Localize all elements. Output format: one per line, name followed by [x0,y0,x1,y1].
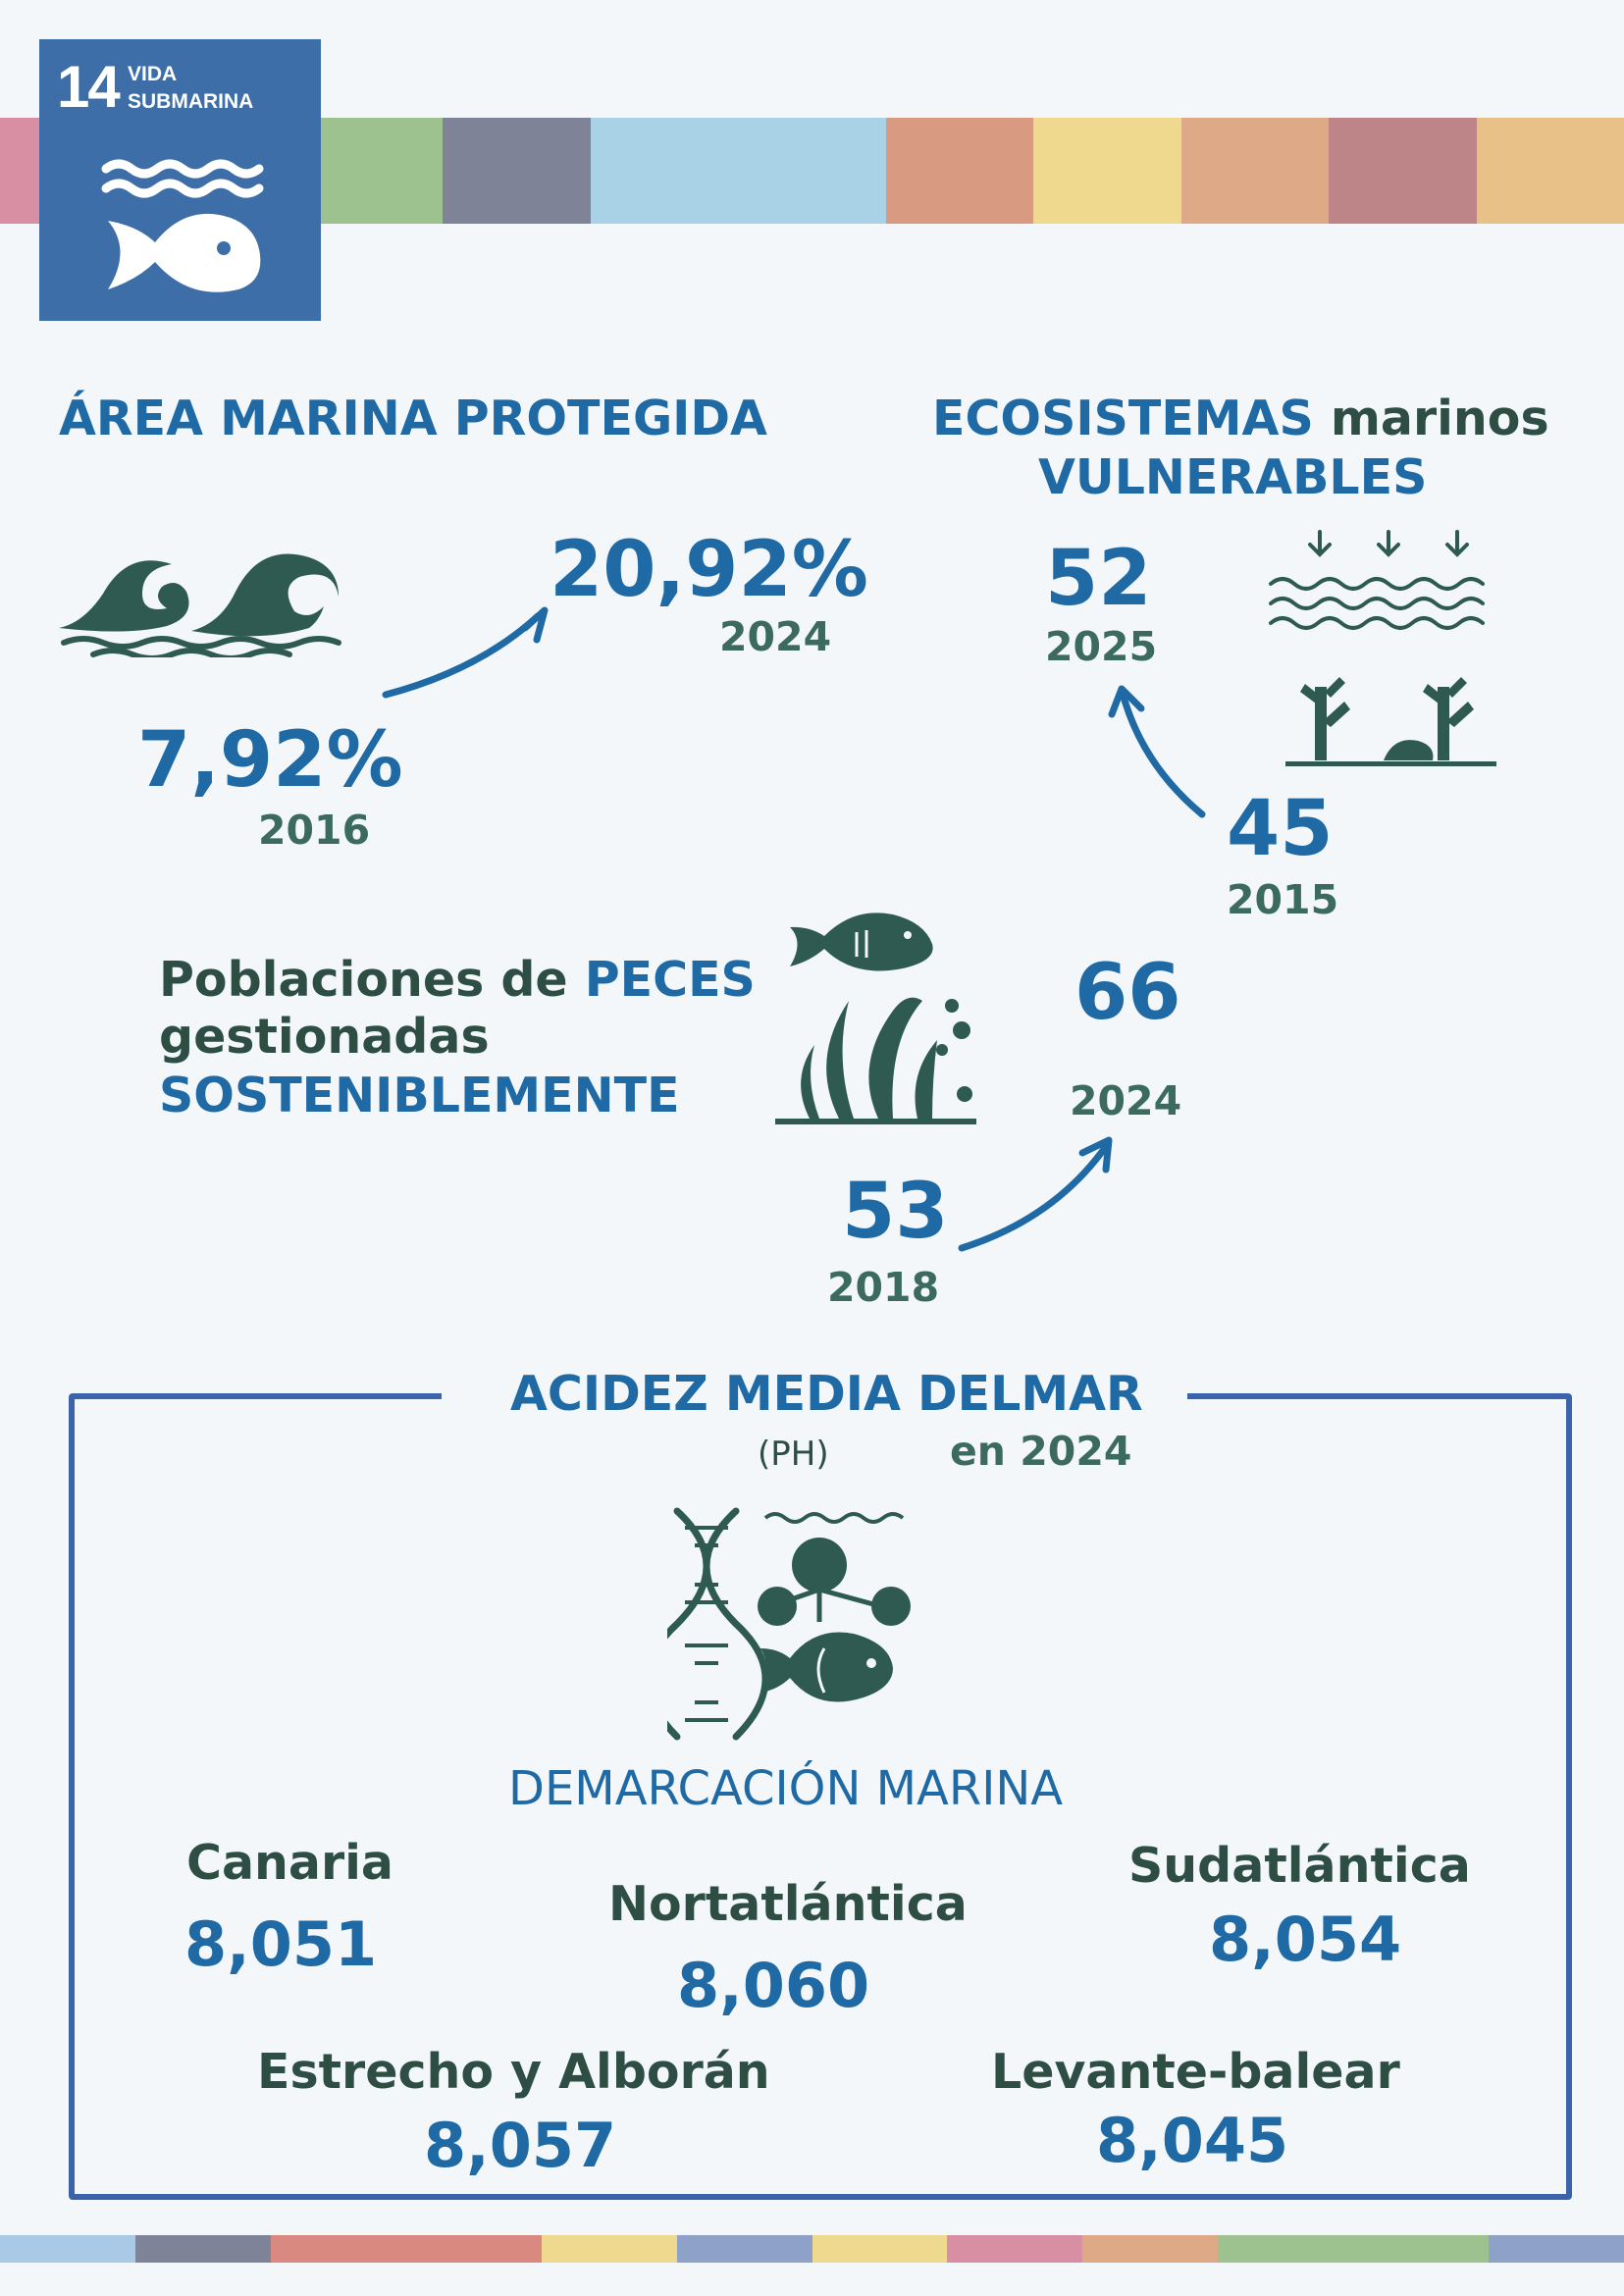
area-start-value: 7,92% [137,716,403,805]
stripe-segment [812,2235,948,2263]
ecosistemas-title-line1 [932,391,1549,446]
ecosistemas-title-line2: VULNERABLES [1038,449,1428,505]
stripe-segment [677,2235,812,2263]
stripe-segment [886,118,1033,224]
stripe-segment [271,2235,406,2263]
peces-start-value: 53 [842,1168,949,1256]
sdg-number: 14 [57,54,119,120]
stripe-segment [406,2235,542,2263]
stripe-segment [947,2235,1082,2263]
increase-arrow-icon [957,1128,1128,1256]
stripe-segment [1477,118,1624,224]
sdg-label [128,61,253,116]
acidez-unit: (PH) [758,1435,829,1474]
stripe-segment [1181,118,1329,224]
stripe-segment [1218,2235,1353,2263]
area-start-year: 2016 [258,807,371,854]
ocean-waves-icon [54,535,368,657]
region-name: Estrecho y Alborán [257,2044,770,2100]
ecosistemas-title-highlight: ECOSISTEMAS [932,391,1314,446]
peces-end-year: 2024 [1070,1077,1182,1124]
sdg-badge [39,39,321,321]
peces-title-line2: gestionadas [159,1009,490,1065]
peces-title-line3: SOSTENIBLEMENTE [159,1068,680,1123]
region-value: 8,054 [1209,1904,1402,1975]
sdg-label-line1: VIDA [128,63,178,85]
peces-title-prefix: Poblaciones de [159,952,568,1008]
ecosistemas-end-value: 52 [1045,535,1152,623]
region-value: 8,060 [677,1950,870,2021]
stripe-segment [1033,118,1180,224]
ecosistemas-title-rest: marinos [1330,391,1549,446]
stripe-segment [738,118,885,224]
stripe-segment [1329,118,1476,224]
area-end-year: 2024 [719,613,832,660]
stripe-segment [542,2235,677,2263]
fish-seaweed-icon [770,898,986,1133]
dna-molecule-fish-icon [667,1506,922,1747]
region-name: Levante-balear [991,2044,1400,2100]
area-marina-title: ÁREA MARINA PROTEGIDA [59,391,767,446]
stripe-segment [443,118,590,224]
stripe-segment [1353,2235,1489,2263]
region-value: 8,045 [1096,2105,1289,2176]
peces-title-line1 [159,952,756,1008]
peces-end-value: 66 [1074,949,1181,1037]
area-end-value: 20,92% [550,526,868,614]
region-value: 8,057 [424,2110,617,2181]
region-name: Nortatlántica [608,1876,968,1932]
peces-start-year: 2018 [827,1264,940,1311]
stripe-segment [1489,2235,1624,2263]
peces-title-highlight: PECES [584,952,756,1008]
increase-arrow-icon [1104,677,1222,824]
increase-arrow-icon [378,589,559,706]
region-name: Canaria [186,1835,394,1891]
coral-reef-icon [1266,530,1511,775]
stripe-segment [591,118,738,224]
stripe-segment [1082,2235,1218,2263]
sdg-label-line2: SUBMARINA [128,90,254,113]
ecosistemas-end-year: 2025 [1045,623,1158,670]
bottom-color-stripe [0,2235,1624,2263]
acidez-year: en 2024 [950,1428,1132,1475]
region-name: Sudatlántica [1128,1838,1471,1894]
ecosistemas-start-year: 2015 [1227,876,1339,923]
acidez-title: ACIDEZ MEDIA DELMAR [510,1366,1143,1422]
ecosistemas-start-value: 45 [1227,785,1334,873]
stripe-segment [135,2235,271,2263]
demarcacion-label: DEMARCACIÓN MARINA [508,1761,1064,1816]
stripe-segment [0,2235,135,2263]
region-value: 8,051 [184,1908,378,1980]
fish-waves-icon [98,157,265,324]
